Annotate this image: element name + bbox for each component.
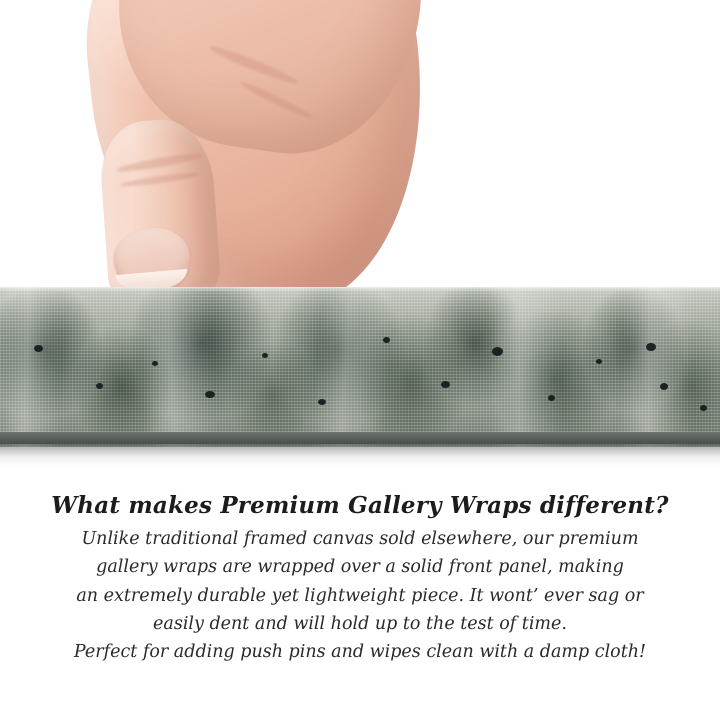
paint-speck: [492, 347, 503, 356]
caption-line: easily dent and will hold up to the test of time.: [153, 614, 567, 635]
canvas-paint-streaks: [0, 287, 720, 447]
caption-block: [0, 492, 720, 667]
caption-line: Unlike traditional framed canvas sold elsewhere, our premium: [81, 529, 639, 549]
canvas-edge-lip: [0, 432, 720, 444]
canvas-edge-highlight: [0, 287, 720, 292]
paint-speck: [34, 345, 43, 352]
caption-body: [50, 525, 670, 667]
paint-speck: [660, 383, 668, 390]
caption-title: What makes Premium Gallery Wraps different?: [51, 492, 669, 519]
paint-speck: [596, 359, 602, 364]
canvas-drop-shadow: [0, 444, 720, 466]
paint-speck: [152, 361, 158, 366]
paint-speck: [96, 383, 103, 389]
paint-speck: [262, 353, 268, 358]
paint-speck: [205, 391, 215, 398]
paint-speck: [700, 405, 707, 411]
caption-line: Perfect for adding push pins and wipes clean with a damp cloth!: [73, 642, 647, 663]
paint-speck: [548, 395, 555, 401]
paint-speck: [441, 381, 450, 388]
caption-line: gallery wraps are wrapped over a solid front panel, making: [96, 557, 624, 578]
paint-speck: [383, 337, 390, 343]
paint-speck: [318, 399, 326, 405]
caption-line: an extremely durable yet lightweight piece. It wont’ ever sag or: [76, 585, 644, 606]
canvas-wrap-edge: [0, 287, 720, 447]
paint-speck: [646, 343, 656, 351]
